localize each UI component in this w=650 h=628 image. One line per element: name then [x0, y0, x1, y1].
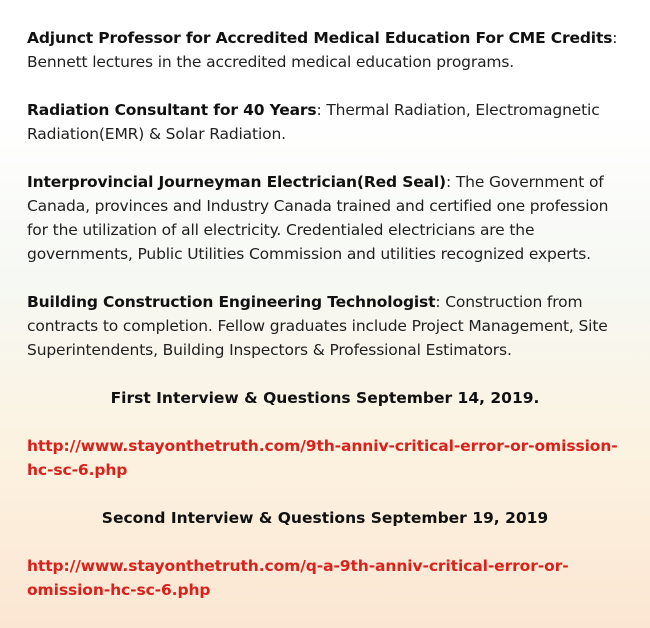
section-text: Bennett lectures in the accredited medical education programs. — [27, 53, 515, 71]
section-separator: : — [316, 101, 327, 119]
first-interview-heading: First Interview & Questions September 14, 2019. — [110, 389, 540, 407]
section-text: Construction from contracts to completion. Fellow graduates include Project Management, Site Superintendents, Building Inspectors & Professional Estimators. — [27, 293, 608, 359]
section-cme — [27, 26, 623, 74]
section-title: Interprovincial Journeyman Electrician(Red Seal) — [27, 173, 446, 191]
section-separator: : — [612, 29, 618, 47]
second-interview-link[interactable]: http://www.stayonthetruth.com/q-a-9th-anniv-critical-error-or-omission-hc-sc-6.php — [27, 557, 569, 599]
section-electrician — [27, 170, 623, 266]
section-title: Building Construction Engineering Technologist — [27, 293, 436, 311]
second-interview-heading: Second Interview & Questions September 19, 2019 — [101, 509, 549, 527]
section-title: Adjunct Professor for Accredited Medical Education For CME Credits — [27, 29, 613, 47]
section-construction — [27, 290, 623, 362]
section-radiation — [27, 98, 623, 146]
section-text: The Government of Canada, provinces and Industry Canada trained and certified one profession for the utilization of all electricity. Credentialed electricians are the governments, Public Utilities Commission and utilities recognized experts. — [27, 173, 609, 263]
section-text: Thermal Radiation, Electromagnetic Radiation(EMR) & Solar Radiation. — [27, 101, 600, 143]
section-separator: : — [435, 293, 446, 311]
section-separator: : — [445, 173, 456, 191]
first-interview-link[interactable]: http://www.stayonthetruth.com/9th-anniv-critical-error-or-omission-hc-sc-6.php — [27, 437, 618, 479]
section-title: Radiation Consultant for 40 Years — [27, 101, 317, 119]
